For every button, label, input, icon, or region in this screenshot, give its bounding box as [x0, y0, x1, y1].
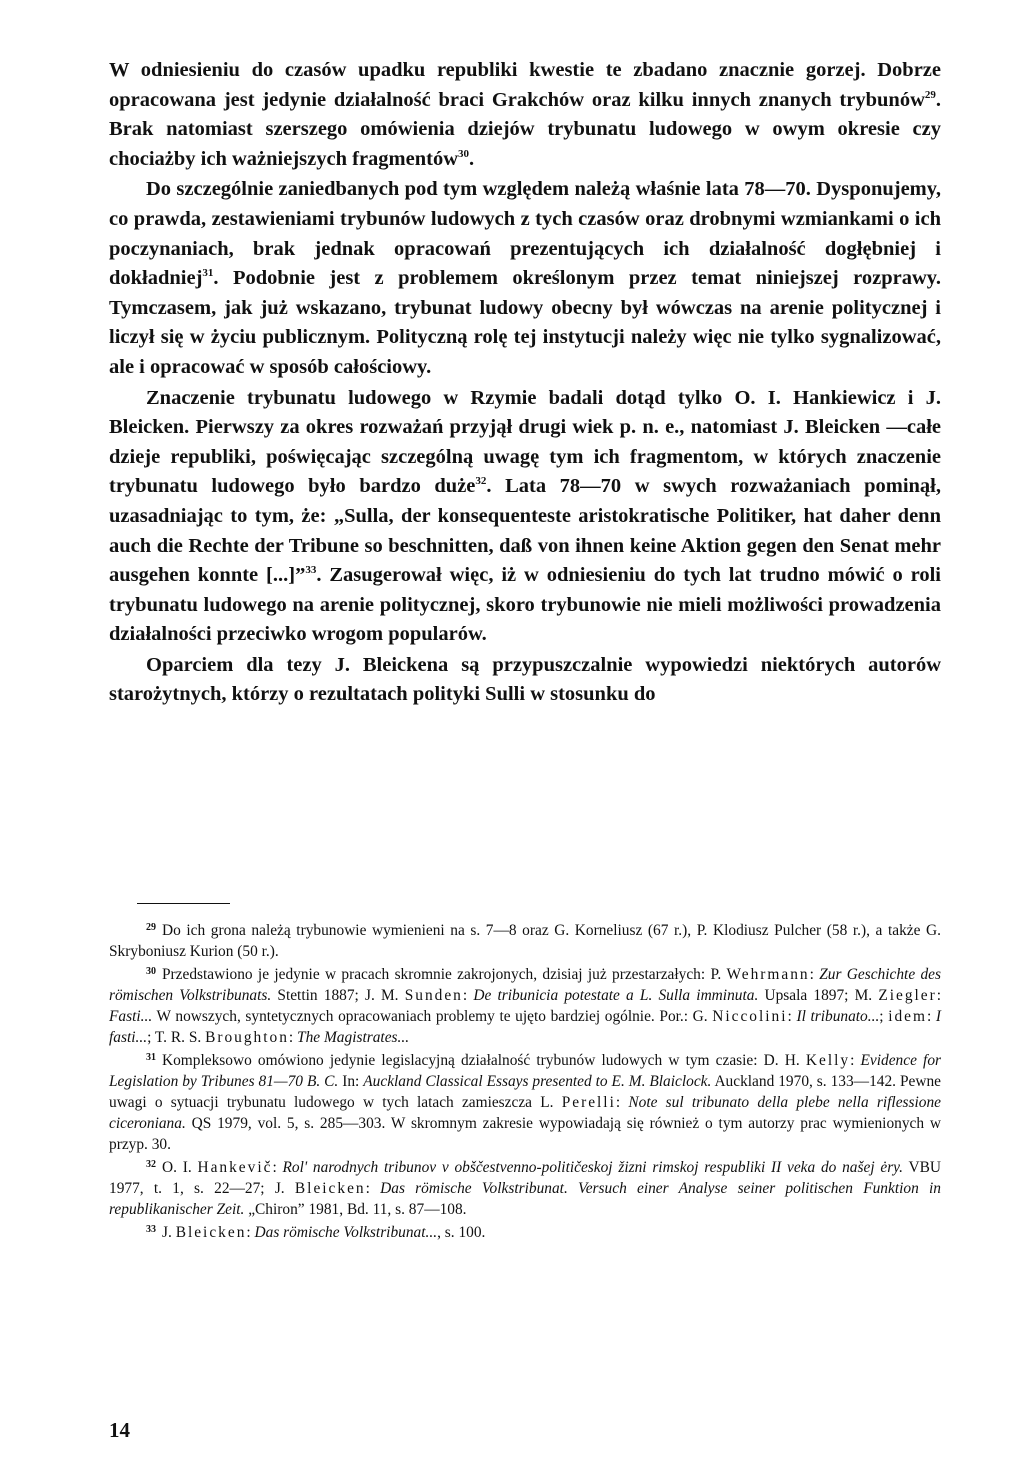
- author-name: Sunden: [404, 987, 463, 1004]
- author-name: idem: [888, 1008, 927, 1025]
- footnote-ref-29[interactable]: 29: [924, 88, 936, 101]
- text-run: . Lata 78—70 w swych rozważaniach pominął, uzasadniając to tym, że: „Sulla, der konsequenteste aristokratische Politiker, hat daher denn auch die Rechte der Tribune so beschnitten, daß von ihnen keine Aktion gegen den Senat mehr ausgehen konnte [...]”: [109, 475, 941, 587]
- body-text: [109, 56, 941, 710]
- footnote-text: :: [246, 1224, 255, 1241]
- work-title: Il tribunato...: [796, 1008, 880, 1025]
- author-name: Bleicken: [175, 1224, 247, 1241]
- footnote-text: :: [787, 1008, 797, 1025]
- footnote-text: :: [850, 1052, 861, 1069]
- page-number: 14: [109, 1418, 130, 1442]
- work-title: The Magistrates...: [297, 1029, 410, 1046]
- footnote-text: :: [288, 1029, 298, 1046]
- author-name: Kelly: [805, 1052, 851, 1069]
- footnote-text: VBU 1977, t. 1, s. 22—27; J.: [109, 1159, 941, 1197]
- footnote-text: W nowszych, syntetycznych opracowaniach problemy te ujęto bardziej ogólnie. Por.: G.: [152, 1008, 713, 1025]
- main-text: [109, 56, 941, 710]
- author-name: Niccolini: [712, 1008, 788, 1025]
- author-name: Wehrmann: [726, 966, 810, 983]
- footnote-text: „Chiron” 1981, Bd. 11, s. 87—108.: [244, 1201, 467, 1218]
- footnote-number: 32: [146, 1159, 156, 1170]
- footnote-text: Kompleksowo omówiono jedynie legislacyjną działalność trybunów ludowych w tym czasie: D. H.: [162, 1052, 806, 1069]
- footnote-separator: [137, 903, 230, 904]
- work-title: Rol' narodnych tribunov v obščestvenno-političeskoj žizni rimskoj respubliki II veka do našej ėry.: [282, 1159, 904, 1176]
- footnote-number: 30: [146, 966, 156, 977]
- footnote-text: Upsala 1897; M.: [758, 987, 879, 1004]
- work-title: Evidence for Legislation by Tribunes 81—70 B. C.: [109, 1052, 942, 1090]
- footnote-text: QS 1979, vol. 5, s. 285—303. W skromnym zakresie wypowiadają się również o tym autorzy prac wymienionych w przyp. 30.: [109, 1115, 941, 1153]
- work-title: I fasti...: [109, 1008, 942, 1046]
- footnote-text: ;: [879, 1008, 889, 1025]
- footnote-text: :: [809, 966, 820, 983]
- paragraph-4: Oparciem dla tezy J. Bleickena są przypuszczalnie wypowiedzi niektórych autorów starożytnych, którzy o rezultatach polityki Sulli w stosunku do: [109, 653, 941, 706]
- work-title: De tribunicia potestate a L. Sulla imminuta.: [473, 987, 759, 1004]
- author-name: Hankevič: [197, 1159, 273, 1176]
- footnote-text: :: [926, 1008, 936, 1025]
- footnote-ref-32[interactable]: 32: [475, 475, 487, 488]
- footnote-text: ; T. R. S.: [147, 1029, 206, 1046]
- work-title: Das römische Volkstribunat. Versuch einer Analyse seiner politischen Funktion in republikanischer Zeit.: [109, 1180, 941, 1218]
- footnote-text: Auckland 1970, s. 133—142. Pewne uwagi o sytuacji trybunatu ludowego w tych latach zamieszcza L.: [109, 1073, 941, 1111]
- footnote-text: J.: [162, 1224, 176, 1241]
- footnote-29: [109, 920, 941, 962]
- footnote-30: [109, 964, 941, 1048]
- work-title: Note sul tribunato della plebe nella riflessione ciceroniana.: [109, 1094, 941, 1132]
- footnote-number: 31: [146, 1052, 156, 1063]
- text-run: . Podobnie jest z problemem określonym przez temat niniejszej rozprawy. Tymczasem, jak już wskazano, trybunat ludowy obecny był wówczas na arenie politycznej i liczył się w życiu publicznym. Polityczną rolę tej instytucji należy więc nie tylko sygnalizować, ale i opracować w sposób całościowy.: [109, 267, 941, 378]
- footnotes: [109, 920, 941, 1245]
- paragraph-3: [109, 384, 941, 650]
- author-name: Broughton: [205, 1029, 289, 1046]
- author-name: Ziegler: [878, 987, 937, 1004]
- footnote-text: Stettin 1887; J. M.: [271, 987, 405, 1004]
- footnote-number: 33: [146, 1224, 156, 1235]
- text-run: Do szczególnie zaniedbanych pod tym względem należą właśnie lata 78—70. Dysponujemy, co prawda, zestawieniami trybunów ludowych z tych czasów oraz drobnymi wzmiankami o ich poczynaniach, brak jednak opracowań prezentujących ich działalność dogłębniej i dokładniej: [109, 178, 941, 290]
- footnote-text: :: [365, 1180, 381, 1197]
- footnote-32: [109, 1157, 941, 1220]
- text-run: W odniesieniu do czasów upadku republiki kwestie te zbadano znacznie gorzej. Dobrze opracowana jest jedynie działalność braci Grakchów oraz kilku innych znanych trybunów: [109, 59, 941, 111]
- footnote-text: In:: [338, 1073, 364, 1090]
- text-run: Znaczenie trybunatu ludowego w Rzymie badali dotąd tylko O. I. Hankiewicz i J. Bleicken. Pierwszy za okres rozważań przyjął drugi wiek p. n. e., natomiast J. Bleicken —całe dzieje republiki, poświęcając szczególną uwagę tym ich fragmentom, w których znaczenie trybunatu ludowego było bardzo duże: [109, 386, 941, 498]
- footnote-33: [109, 1222, 941, 1243]
- footnote-text: Do ich grona należą trybunowie wymienieni na s. 7—8 oraz G. Korneliusz (67 r.), P. Klodiusz Pulcher (58 r.), a także G. Skryboniusz Kurion (50 r.).: [109, 922, 941, 960]
- footnote-text: :: [615, 1094, 629, 1111]
- work-title: Zur Geschichte des römischen Volkstribunats.: [109, 966, 941, 1004]
- footnote-text: Przedstawiono je jedynie w pracach skromnie zakrojonych, dzisiaj już przestarzałych: P.: [162, 966, 727, 983]
- author-name: Perelli: [561, 1094, 616, 1111]
- work-title: Auckland Classical Essays presented to E. M. Blaiclock.: [363, 1073, 712, 1090]
- paragraph-2: [109, 175, 941, 382]
- footnote-ref-31[interactable]: 31: [202, 267, 214, 280]
- paragraph-1: [109, 56, 941, 174]
- footnote-text: :: [272, 1159, 283, 1176]
- footnote-ref-30[interactable]: 30: [458, 147, 470, 160]
- footnote-text: , s. 100.: [437, 1224, 486, 1241]
- author-name: Bleicken: [294, 1180, 366, 1197]
- footnote-text: :: [462, 987, 474, 1004]
- footnote-number: 29: [146, 922, 156, 933]
- text-run: . Zasugerował więc, iż w odniesieniu do tych lat trudno mówić o roli trybunatu ludowego na arenie politycznej, skoro trybunowie nie mieli możliwości prowadzenia działalności przeciwko wrogom popularów.: [109, 564, 941, 646]
- work-title: Das römische Volkstribunat...: [254, 1224, 438, 1241]
- footnote-text: :: [936, 987, 942, 1004]
- text-run: .: [469, 147, 475, 170]
- footnote-31: [109, 1050, 941, 1155]
- text-run: . Brak natomiast szerszego omówienia dziejów trybunatu ludowego w owym okresie czy chociażby ich ważniejszych fragmentów: [109, 88, 941, 170]
- footnote-text: O. I.: [162, 1159, 198, 1176]
- work-title: Fasti...: [109, 1008, 153, 1025]
- footnote-ref-33[interactable]: 33: [305, 564, 317, 577]
